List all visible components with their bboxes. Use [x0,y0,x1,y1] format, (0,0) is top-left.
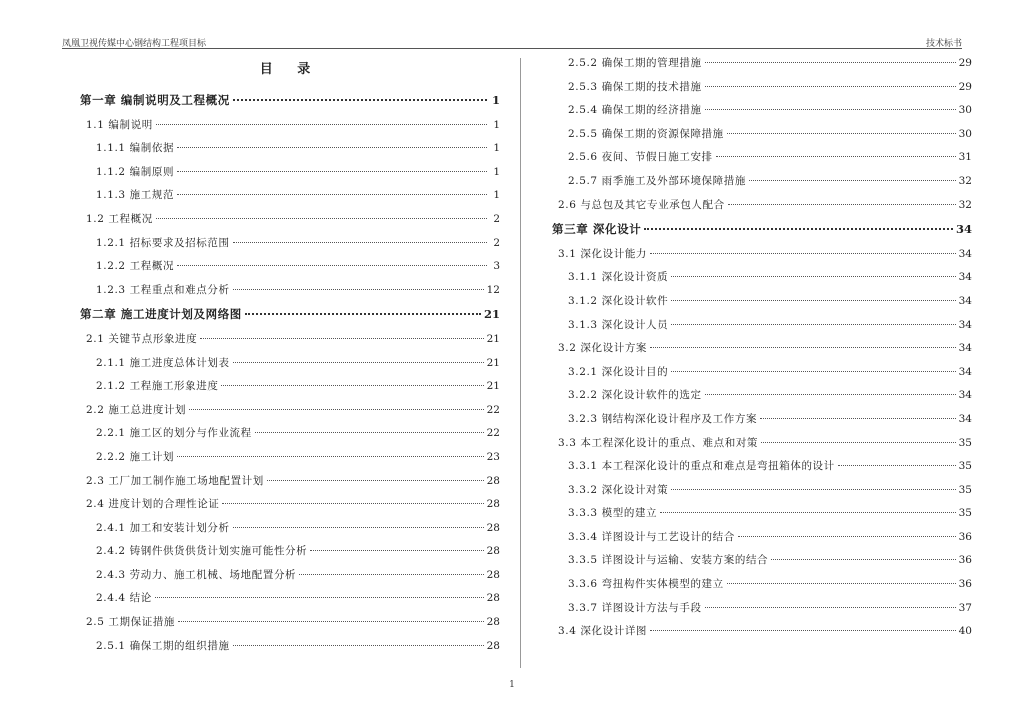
toc-entry-label: 1.1.3 施工规范 [96,189,175,202]
toc-entry-label: 1.2.2 工程概况 [96,260,175,273]
column-divider [520,58,521,668]
toc-entry-label: 2.1.1 施工进度总体计划表 [96,356,230,369]
toc-entry[interactable] [80,587,500,611]
toc-leader-dots [650,347,956,348]
toc-entry-label: 2.4.3 劳动力、施工机械、场地配置分析 [96,568,297,581]
toc-leader-dots [644,228,953,230]
toc-entry[interactable] [80,564,500,588]
toc-entry[interactable] [552,573,972,597]
toc-leader-dots [178,621,484,622]
toc-leader-dots [189,409,483,410]
toc-leader-dots [728,204,956,205]
toc-leader-dots [838,465,956,466]
toc-leader-dots [671,276,955,277]
toc-entry-page: 21 [486,380,500,393]
toc-entry-label: 2.4.4 结论 [96,592,152,605]
header-project-title: 凤凰卫视传媒中心钢结构工程项目标 [62,39,207,49]
toc-entry-page: 28 [486,592,500,605]
toc-entry[interactable] [552,455,972,479]
toc-entry-label: 2.5.4 确保工期的经济措施 [568,104,702,117]
toc-entry[interactable] [552,243,972,267]
toc-chapter-entry[interactable] [80,88,500,114]
toc-leader-dots [255,432,484,433]
toc-entry-label: 1.2.3 工程重点和难点分析 [96,283,230,296]
toc-entry-label: 3.2.3 钢结构深化设计程序及工作方案 [568,412,758,425]
toc-entry-page: 21 [483,307,500,322]
toc-entry-label: 第三章 深化设计 [552,222,642,237]
toc-leader-dots [177,456,484,457]
toc-entry[interactable] [80,611,500,635]
toc-entry[interactable] [552,597,972,621]
toc-entry-page: 35 [958,507,972,520]
toc-leader-dots [705,62,956,63]
toc-leader-dots [233,99,487,101]
toc-entry[interactable] [80,232,500,256]
toc-entry[interactable] [80,161,500,185]
toc-leader-dots [761,442,956,443]
toc-entry-page: 30 [958,127,972,140]
toc-entry[interactable] [80,184,500,208]
toc-entry[interactable] [552,502,972,526]
toc-leader-dots [200,338,483,339]
toc-entry[interactable] [552,620,972,644]
toc-entry-page: 28 [486,498,500,511]
toc-entry-page: 29 [958,57,972,69]
toc-entry-label: 3.3 本工程深化设计的重点、难点和对策 [558,436,759,449]
toc-entry[interactable] [80,446,500,470]
toc-entry-label: 2.5.1 确保工期的组织措施 [96,639,230,652]
toc-entry-page: 1 [491,93,500,107]
toc-entry-page: 36 [958,578,972,591]
toc-leader-dots [749,180,956,181]
toc-entry[interactable] [80,422,500,446]
toc-entry-label: 2.5 工期保证措施 [86,616,176,629]
toc-entry-page: 34 [958,342,972,355]
toc-entry[interactable] [80,375,500,399]
toc-entry-label: 3.3.3 模型的建立 [568,507,658,520]
toc-entry[interactable] [552,526,972,550]
toc-entry-label: 2.1 关键节点形象进度 [86,332,198,345]
toc-entry[interactable] [552,99,972,123]
toc-leader-dots [716,156,956,157]
toc-entry-page: 2 [493,236,500,249]
toc-entry-label: 2.1.2 工程施工形象进度 [96,380,219,393]
toc-entry-page: 34 [958,247,972,260]
toc-right-list [552,52,972,644]
header-rule [62,48,962,49]
toc-leader-dots [671,489,955,490]
toc-left-list [80,88,500,658]
toc-entry[interactable] [80,114,500,138]
toc-entry[interactable] [552,266,972,290]
toc-leader-dots [727,583,956,584]
toc-entry-label: 2.4.2 铸钢件供货供货计划实施可能性分析 [96,545,308,558]
toc-entry-label: 3.3.5 详图设计与运输、安装方案的结合 [568,554,769,567]
toc-entry[interactable] [80,328,500,352]
toc-leader-dots [671,371,955,372]
toc-entry[interactable] [552,479,972,503]
toc-leader-dots [671,300,955,301]
toc-leader-dots [233,527,484,528]
toc-leader-dots [221,385,483,386]
toc-entry-page: 21 [486,356,500,369]
toc-entry-page: 2 [493,212,500,225]
toc-leader-dots [760,418,956,419]
toc-entry-label: 第二章 施工进度计划及网络图 [80,307,242,322]
toc-entry-page: 36 [958,554,972,567]
toc-entry-page: 34 [958,365,972,378]
toc-entry[interactable] [80,635,500,659]
toc-leader-dots [177,194,487,195]
toc-leader-dots [233,362,484,363]
toc-entry[interactable] [552,384,972,408]
toc-entry-page: 28 [486,521,500,534]
toc-entry-page: 35 [958,436,972,449]
toc-entry-page: 30 [958,104,972,117]
toc-entry-page: 22 [486,427,500,440]
toc-leader-dots [660,512,955,513]
toc-leader-dots [177,171,487,172]
toc-entry-page: 36 [958,530,972,543]
toc-entry[interactable] [552,194,972,218]
toc-entry-label: 2.2 施工总进度计划 [86,403,187,416]
toc-entry-page: 34 [958,318,972,331]
toc-entry-label: 2.5.6 夜间、节假日施工安排 [568,151,713,164]
toc-leader-dots [738,536,956,537]
toc-entry[interactable] [80,399,500,423]
toc-entry-label: 3.2.2 深化设计软件的选定 [568,389,702,402]
toc-entry-label: 3.3.2 深化设计对策 [568,483,669,496]
toc-entry[interactable] [552,408,972,432]
toc-entry-label: 1.1 编制说明 [86,118,153,131]
toc-entry[interactable] [552,290,972,314]
toc-entry-page: 21 [486,332,500,345]
toc-entry-label: 3.3.1 本工程深化设计的重点和难点是弯扭箱体的设计 [568,460,835,473]
toc-leader-dots [233,645,484,646]
toc-entry-page: 32 [958,174,972,187]
toc-entry-label: 2.3 工厂加工制作施工场地配置计划 [86,474,264,487]
toc-entry-page: 40 [958,625,972,638]
toc-leader-dots [156,124,487,125]
toc-leader-dots [177,147,487,148]
toc-entry[interactable] [80,493,500,517]
toc-entry-label: 3.2 深化设计方案 [558,342,648,355]
toc-entry-page: 34 [958,389,972,402]
toc-entry[interactable] [552,76,972,100]
toc-leader-dots [771,559,955,560]
toc-entry-label: 3.3.4 详图设计与工艺设计的结合 [568,530,735,543]
toc-entry-page: 3 [493,260,500,273]
toc-entry-label: 3.1.2 深化设计软件 [568,294,669,307]
toc-leader-dots [177,265,487,266]
toc-entry-page: 32 [958,198,972,211]
toc-entry-label: 3.1.3 深化设计人员 [568,318,669,331]
toc-entry-page: 31 [958,151,972,164]
toc-entry-page: 35 [958,460,972,473]
toc-entry-page: 1 [493,165,500,178]
toc-entry-label: 3.1 深化设计能力 [558,247,648,260]
toc-leader-dots [705,86,956,87]
toc-entry-page: 37 [958,601,972,614]
toc-leader-dots [267,480,484,481]
toc-entry[interactable] [80,137,500,161]
toc-entry-label: 3.3.6 弯扭构件实体模型的建立 [568,578,724,591]
toc-entry-page: 28 [486,639,500,652]
toc-entry-label: 1.2.1 招标要求及招标范围 [96,236,230,249]
toc-leader-dots [222,503,483,504]
toc-entry-page: 28 [486,616,500,629]
toc-entry[interactable] [552,314,972,338]
toc-chapter-entry[interactable] [80,302,500,328]
toc-entry-page: 1 [493,189,500,202]
toc-entry-label: 1.1.1 编制依据 [96,142,175,155]
toc-entry-label: 2.2.1 施工区的划分与作业流程 [96,427,252,440]
toc-right-column [552,52,972,644]
toc-entry-page: 34 [955,222,972,237]
footer-page-number: 1 [509,680,515,690]
toc-entry[interactable] [552,549,972,573]
toc-entry-page: 28 [486,568,500,581]
toc-leader-dots [671,324,955,325]
toc-entry-label: 2.5.3 确保工期的技术措施 [568,80,702,93]
toc-title: 目 录 [259,62,321,77]
toc-entry[interactable] [80,279,500,303]
toc-leader-dots [155,597,484,598]
toc-entry[interactable] [552,52,972,76]
toc-entry-label: 3.1.1 深化设计资质 [568,271,669,284]
toc-leader-dots [727,133,956,134]
toc-entry-label: 2.6 与总包及其它专业承包人配合 [558,198,725,211]
toc-entry-page: 29 [958,80,972,93]
toc-leader-dots [299,574,483,575]
toc-entry-page: 28 [486,474,500,487]
toc-entry[interactable] [80,255,500,279]
toc-entry-label: 2.2.2 施工计划 [96,450,175,463]
toc-leader-dots [705,394,956,395]
toc-leader-dots [705,607,956,608]
toc-entry-label: 2.5.7 雨季施工及外部环境保障措施 [568,174,746,187]
toc-entry[interactable] [552,146,972,170]
toc-entry[interactable] [80,208,500,232]
header-doc-type: 技术标书 [925,39,962,49]
toc-entry[interactable] [552,432,972,456]
toc-entry-page: 1 [493,118,500,131]
toc-entry-label: 2.5.5 确保工期的资源保障措施 [568,127,724,140]
toc-chapter-entry[interactable] [552,217,972,243]
toc-entry-label: 3.2.1 深化设计目的 [568,365,669,378]
toc-entry-label: 3.4 深化设计详图 [558,625,648,638]
toc-entry-label: 2.4 进度计划的合理性论证 [86,498,220,511]
toc-entry[interactable] [80,540,500,564]
toc-entry[interactable] [552,123,972,147]
toc-leader-dots [310,550,483,551]
toc-entry-label: 1.2 工程概况 [86,212,153,225]
toc-entry-page: 28 [486,545,500,558]
toc-entry-label: 2.4.1 加工和安装计划分析 [96,521,230,534]
toc-leader-dots [650,630,956,631]
toc-entry[interactable] [552,337,972,361]
toc-entry-page: 1 [493,142,500,155]
toc-entry[interactable] [80,470,500,494]
toc-entry-page: 35 [958,483,972,496]
toc-entry-label: 2.5.2 确保工期的管理措施 [568,57,702,69]
toc-leader-dots [705,109,956,110]
toc-entry-label: 3.3.7 详图设计方法与手段 [568,601,702,614]
toc-entry-page: 34 [958,294,972,307]
toc-entry[interactable] [80,352,500,376]
toc-entry-label: 1.1.2 编制原则 [96,165,175,178]
toc-entry-page: 23 [486,450,500,463]
toc-leader-dots [233,242,487,243]
toc-leader-dots [245,313,481,315]
toc-entry-page: 34 [958,412,972,425]
toc-leader-dots [233,289,484,290]
toc-leader-dots [156,218,487,219]
toc-entry-page: 12 [486,283,500,296]
toc-entry-page: 34 [958,271,972,284]
toc-entry[interactable] [552,170,972,194]
toc-leader-dots [650,253,956,254]
toc-entry-label: 第一章 编制说明及工程概况 [80,93,230,107]
toc-entry[interactable] [80,517,500,541]
toc-left-column [80,52,500,658]
toc-entry-page: 22 [486,403,500,416]
toc-entry[interactable] [552,361,972,385]
